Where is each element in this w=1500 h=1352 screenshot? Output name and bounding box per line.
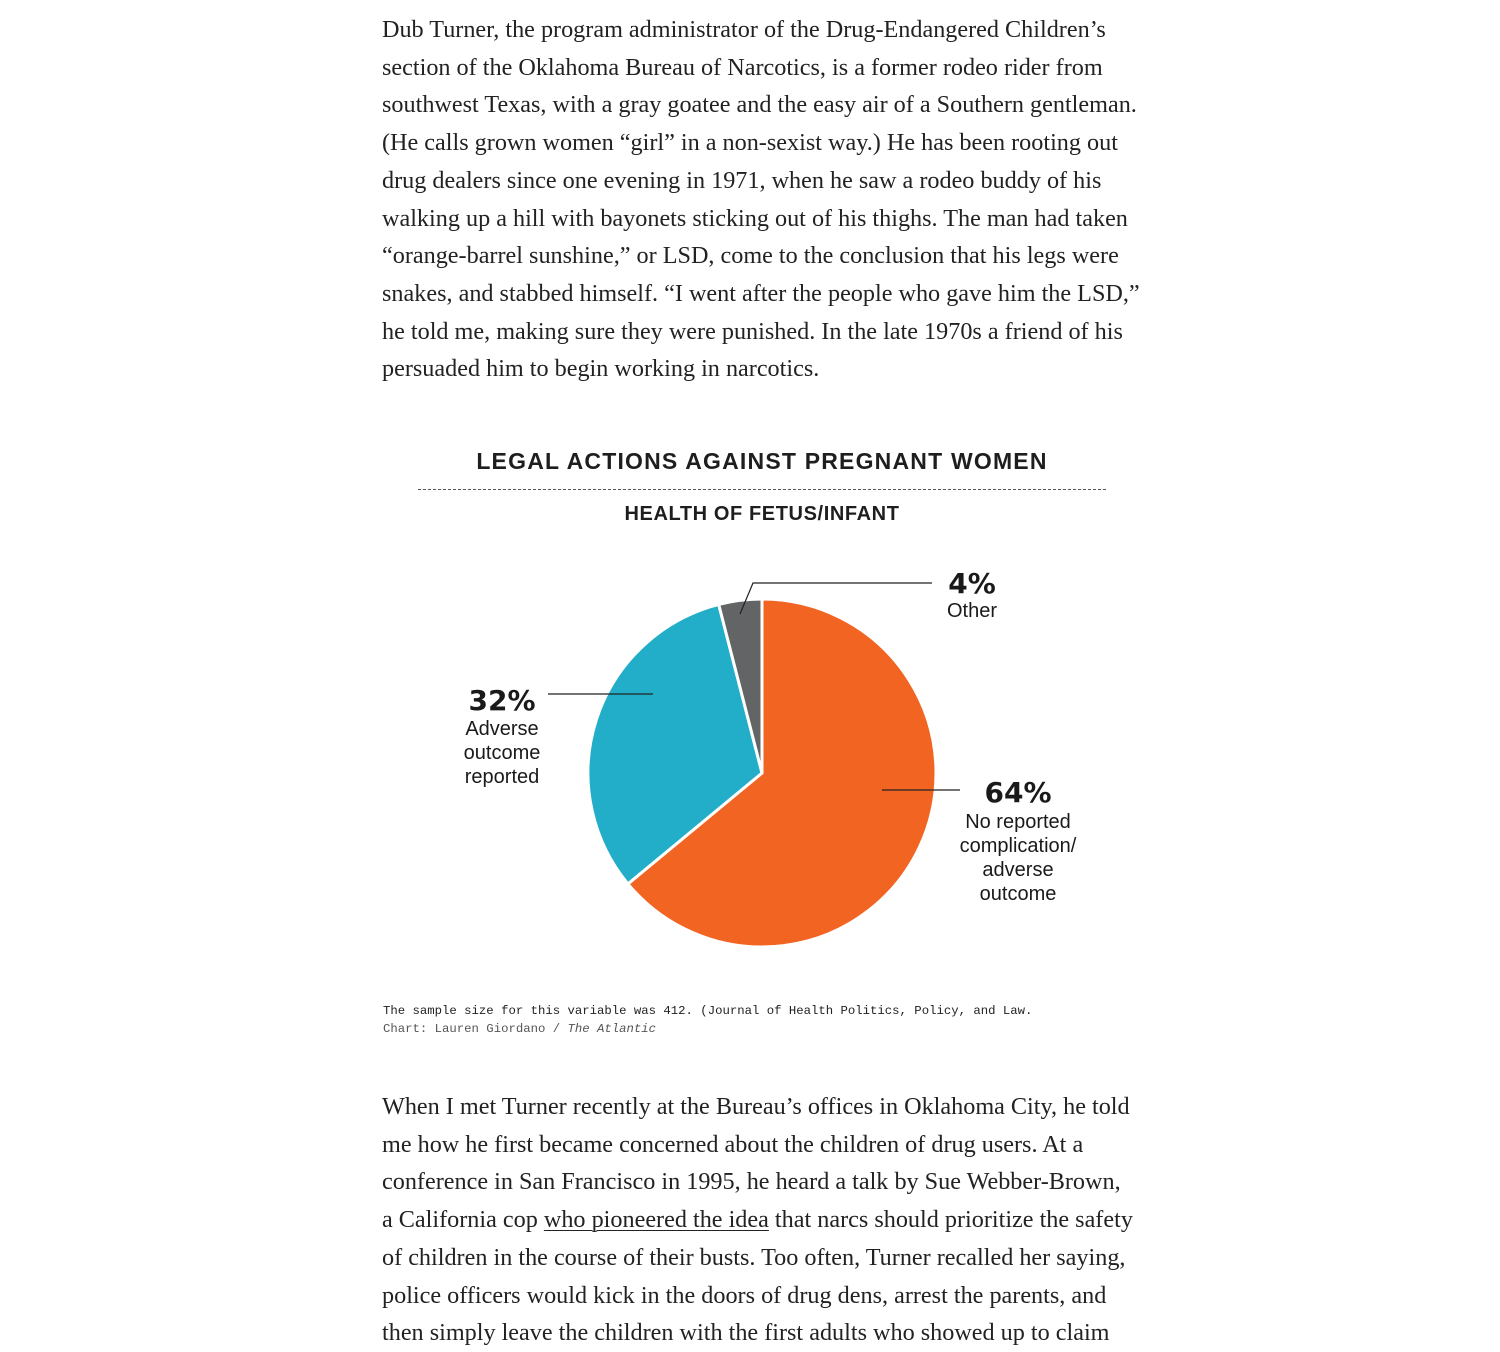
- paragraph-text: a California cop: [382, 1206, 544, 1234]
- paragraph-line: When I met Turner recently at the Bureau’s offices in Oklahoma City, he told: [382, 1093, 1130, 1120]
- paragraph-line: then simply leave the children with the first adults who showed up to claim: [382, 1319, 1110, 1347]
- paragraph-line: section of the Oklahoma Bureau of Narcotics, is a former rodeo rider from: [382, 53, 1103, 81]
- slice-label-no-complication: complication/: [959, 835, 1077, 857]
- slice-percent-adverse-outcome: 32%: [468, 684, 536, 717]
- paragraph-line: of children in the course of their busts. Too often, Turner recalled her saying,: [382, 1243, 1126, 1271]
- pie-slice-other: [719, 599, 762, 773]
- slice-label-adverse-outcome: outcome: [463, 742, 541, 764]
- paragraph-line: Dub Turner, the program administrator of the Drug-Endangered Children’s: [382, 16, 1106, 43]
- pie-slices: [588, 599, 936, 947]
- slice-percent-no-complication: 64%: [984, 776, 1052, 809]
- paragraph-line: [382, 1201, 1142, 1239]
- chart-divider: [418, 489, 1106, 490]
- chart-credit-author: Chart: Lauren Giordano /: [383, 1022, 568, 1036]
- chart-source-note: [383, 1002, 1032, 1038]
- paragraph-line: drug dealers since one evening in 1971, when he saw a rodeo buddy of his: [382, 166, 1102, 194]
- chart-title: LEGAL ACTIONS AGAINST PREGNANT WOMEN: [476, 448, 1048, 474]
- paragraph-line: me how he first became concerned about the children of drug users. At a: [382, 1130, 1084, 1158]
- pie-leader-lines: [548, 583, 960, 790]
- pie-slice-adverse-outcome: [588, 604, 762, 883]
- paragraph-line: walking up a hill with bayonets sticking out of his thighs. The man had taken: [382, 204, 1128, 232]
- slice-label-adverse-outcome: reported: [464, 766, 540, 788]
- paragraph-text: that narcs should prioritize the safety: [768, 1206, 1133, 1234]
- chart-subtitle: HEALTH OF FETUS/INFANT: [624, 503, 900, 525]
- paragraph-line: conference in San Francisco in 1995, he heard a talk by Sue Webber-Brown,: [382, 1168, 1121, 1196]
- slice-percent-other: 4%: [948, 567, 996, 600]
- article-paragraph-bottom: [382, 1088, 1142, 1352]
- paragraph-line: persuaded him to begin working in narcotics.: [382, 355, 820, 383]
- paragraph-line: police officers would kick in the doors of drug dens, arrest the parents, and: [382, 1281, 1107, 1309]
- slice-label-no-complication: No reported: [965, 811, 1071, 833]
- chart-credit-publication: The Atlantic: [567, 1022, 657, 1036]
- paragraph-line: southwest Texas, with a gray goatee and the easy air of a Southern gentleman.: [382, 91, 1137, 119]
- slice-label-other: Other: [946, 600, 998, 622]
- paragraph-line: “orange-barrel sunshine,” or LSD, come to the conclusion that his legs were: [382, 242, 1119, 270]
- pie-labels: [464, 567, 1077, 905]
- article-paragraph-top: [382, 11, 1140, 388]
- slice-label-adverse-outcome: Adverse: [465, 718, 539, 740]
- paragraph-line: (He calls grown women “girl” in a non-sexist way.) He has been rooting out: [382, 129, 1118, 157]
- slice-label-no-complication: adverse: [982, 859, 1054, 881]
- pie-slice-no-complication: [628, 599, 936, 947]
- slice-label-no-complication: outcome: [979, 883, 1057, 905]
- chart-sample-note: The sample size for this variable was 412. (Journal of Health Politics, Policy, and Law.: [383, 1004, 1033, 1018]
- paragraph-line: snakes, and stabbed himself. “I went after the people who gave him the LSD,”: [382, 279, 1140, 307]
- paragraph-line: he told me, making sure they were punished. In the late 1970s a friend of his: [382, 317, 1123, 345]
- chart-credit: [383, 1020, 1032, 1038]
- leader-line-other: [740, 583, 932, 614]
- pioneered-idea-link[interactable]: who pioneered the idea: [543, 1206, 769, 1234]
